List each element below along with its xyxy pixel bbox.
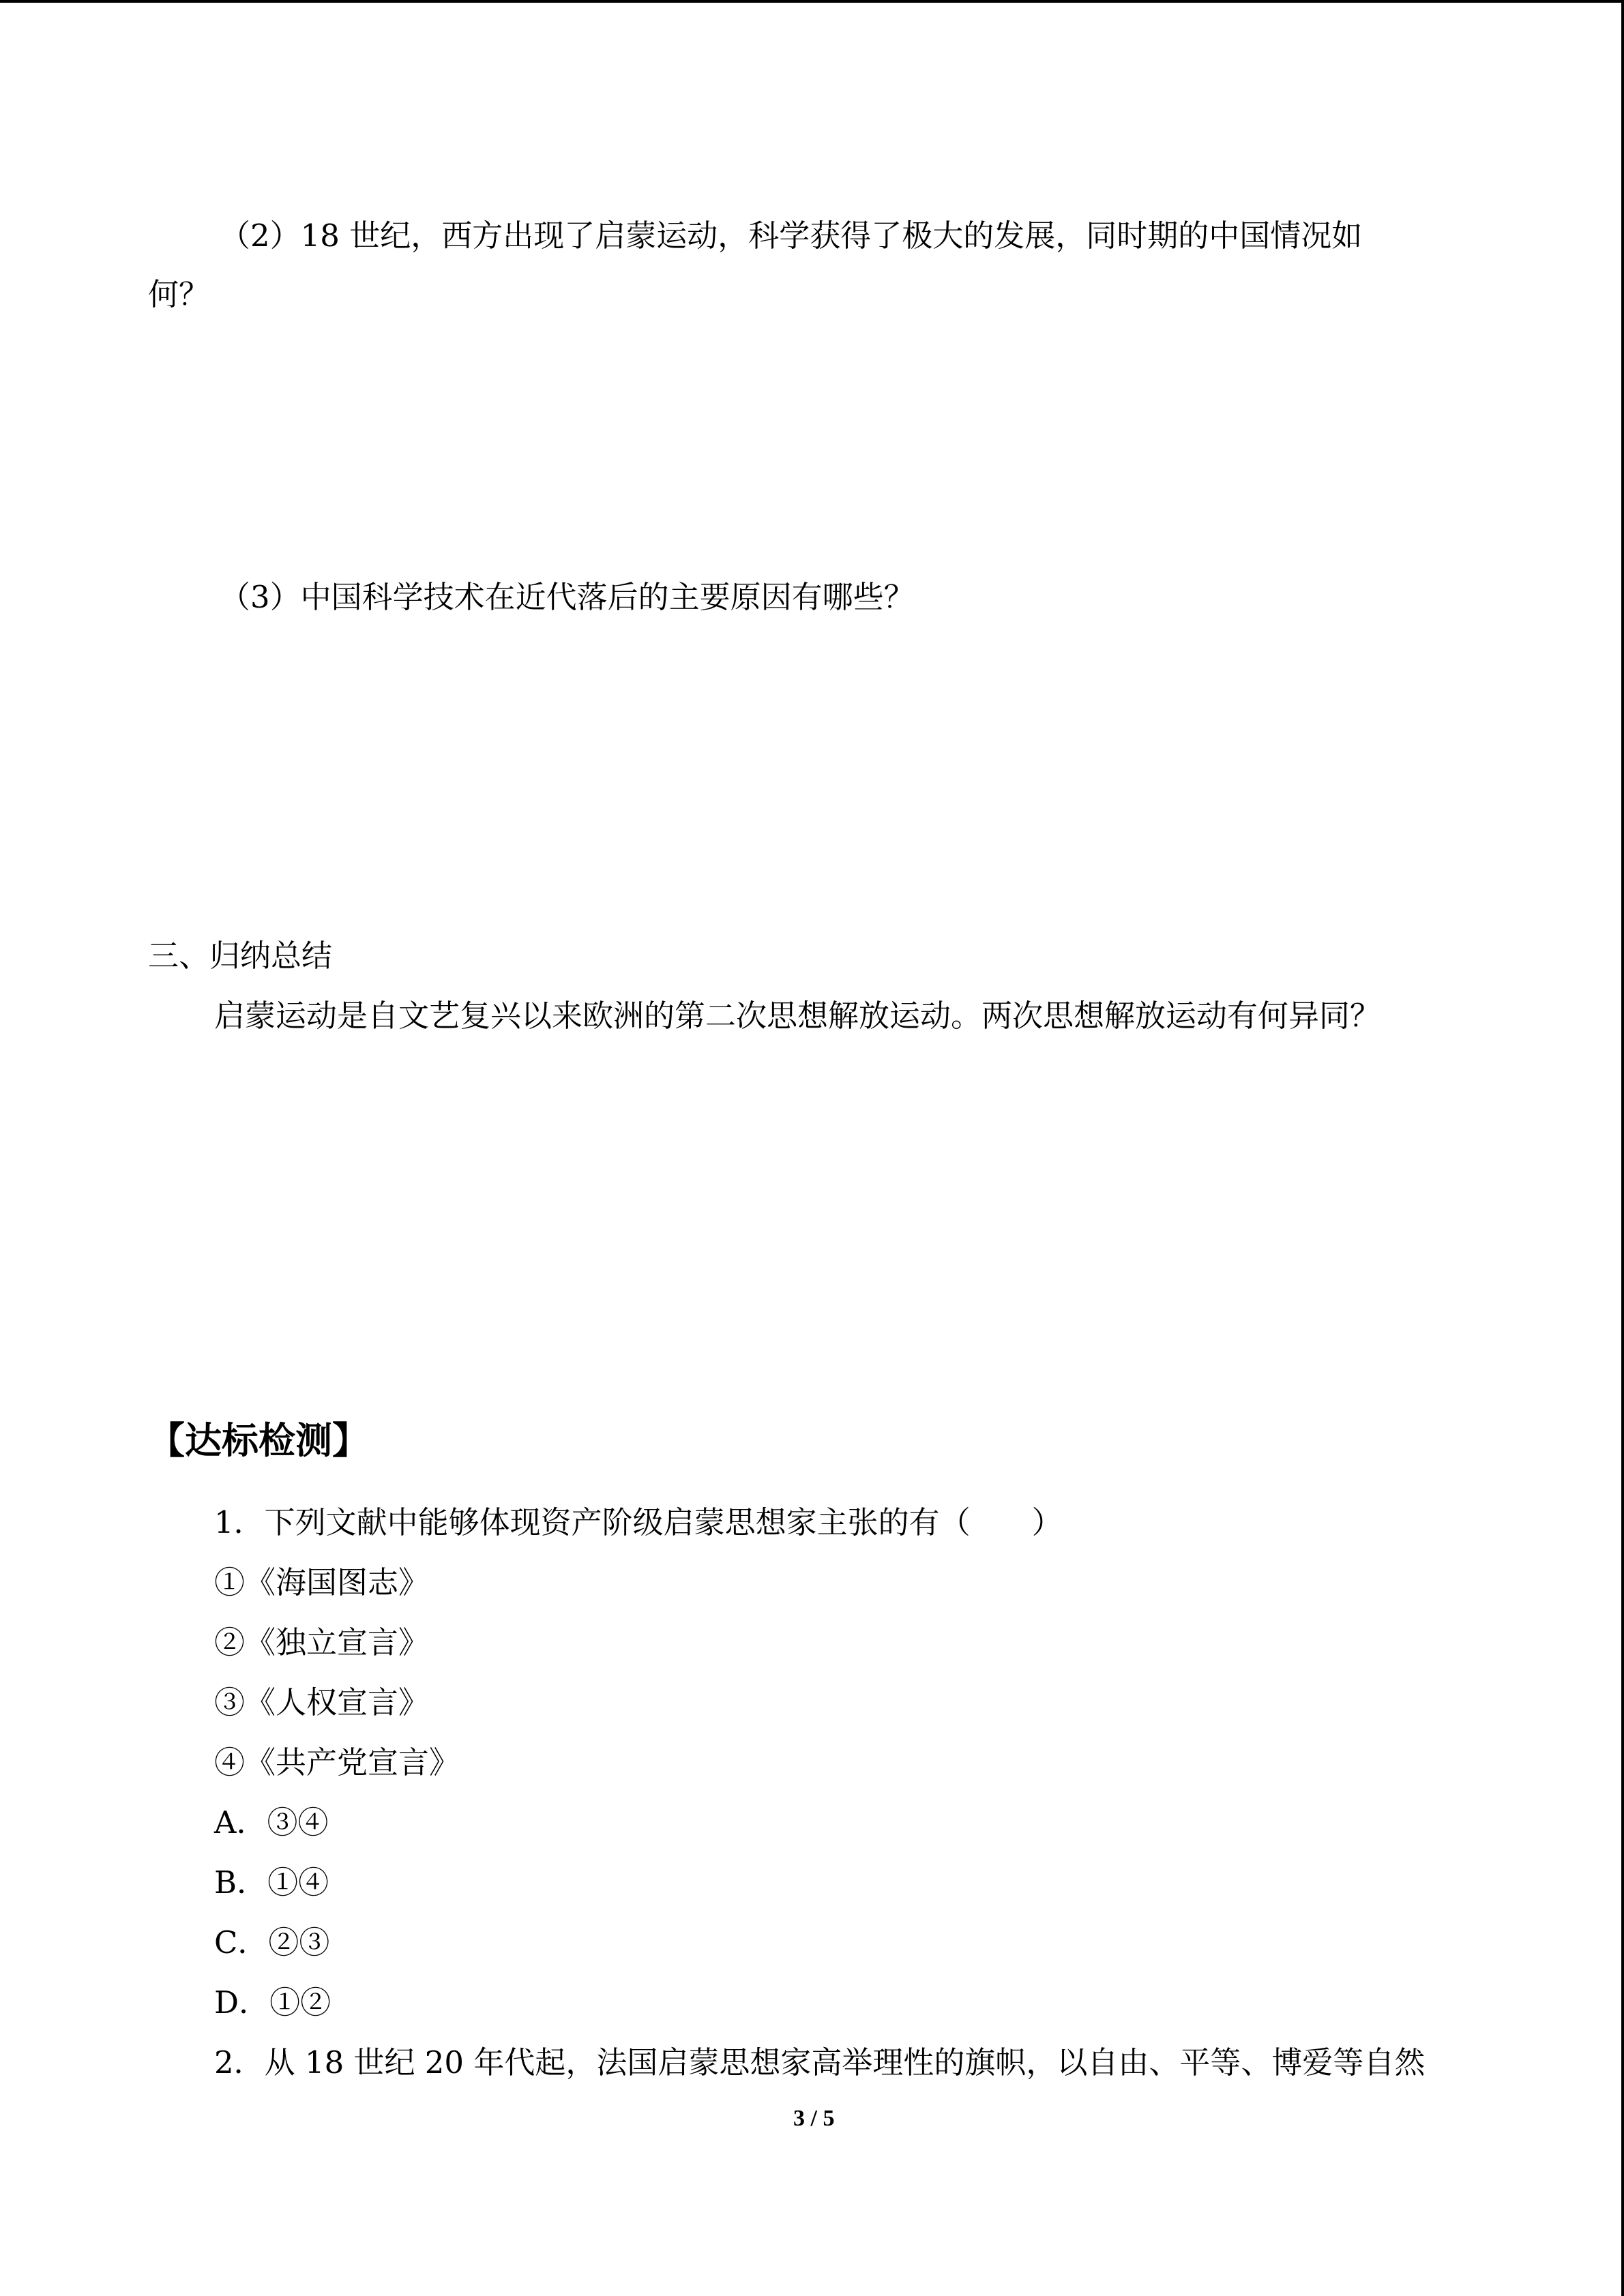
test-item-1-choice-a: A．③④ bbox=[214, 1804, 329, 1840]
test-item-1-choice-b: B．①④ bbox=[214, 1864, 329, 1900]
test-item-1-option-1: ①《海国图志》 bbox=[214, 1564, 430, 1600]
test-item-1-option-4: ④《共产党宣言》 bbox=[214, 1744, 460, 1780]
page-top-border bbox=[0, 0, 1624, 3]
test-heading: 【达标检测】 bbox=[148, 1419, 369, 1462]
test-item-1-option-3: ③《人权宣言》 bbox=[214, 1684, 430, 1720]
page-right-border bbox=[1621, 0, 1624, 2296]
summary-heading: 三、归纳总结 bbox=[148, 938, 333, 974]
page-number: 3 / 5 bbox=[793, 2106, 835, 2131]
summary-question: 启蒙运动是自文艺复兴以来欧洲的第二次思想解放运动。两次思想解放运动有何异同？ bbox=[214, 998, 1381, 1034]
question-2-line-1: （2）18 世纪，西方出现了启蒙运动，科学获得了极大的发展，同时期的中国情况如 bbox=[220, 218, 1363, 254]
test-item-2-stem: 2．从 18 世纪 20 年代起，法国启蒙思想家高举理性的旗帜，以自由、平等、博爱等自然 bbox=[214, 2044, 1426, 2081]
test-item-1-choice-d: D．①② bbox=[214, 1984, 331, 2021]
test-item-1-stem: 1．下列文献中能够体现资产阶级启蒙思想家主张的有（ ） bbox=[214, 1504, 1063, 1540]
question-3: （3）中国科学技术在近代落后的主要原因有哪些？ bbox=[220, 579, 915, 615]
question-2-line-2: 何？ bbox=[148, 276, 210, 312]
test-item-1-choice-c: C．②③ bbox=[214, 1924, 330, 1960]
test-item-1-option-2: ②《独立宣言》 bbox=[214, 1624, 430, 1660]
